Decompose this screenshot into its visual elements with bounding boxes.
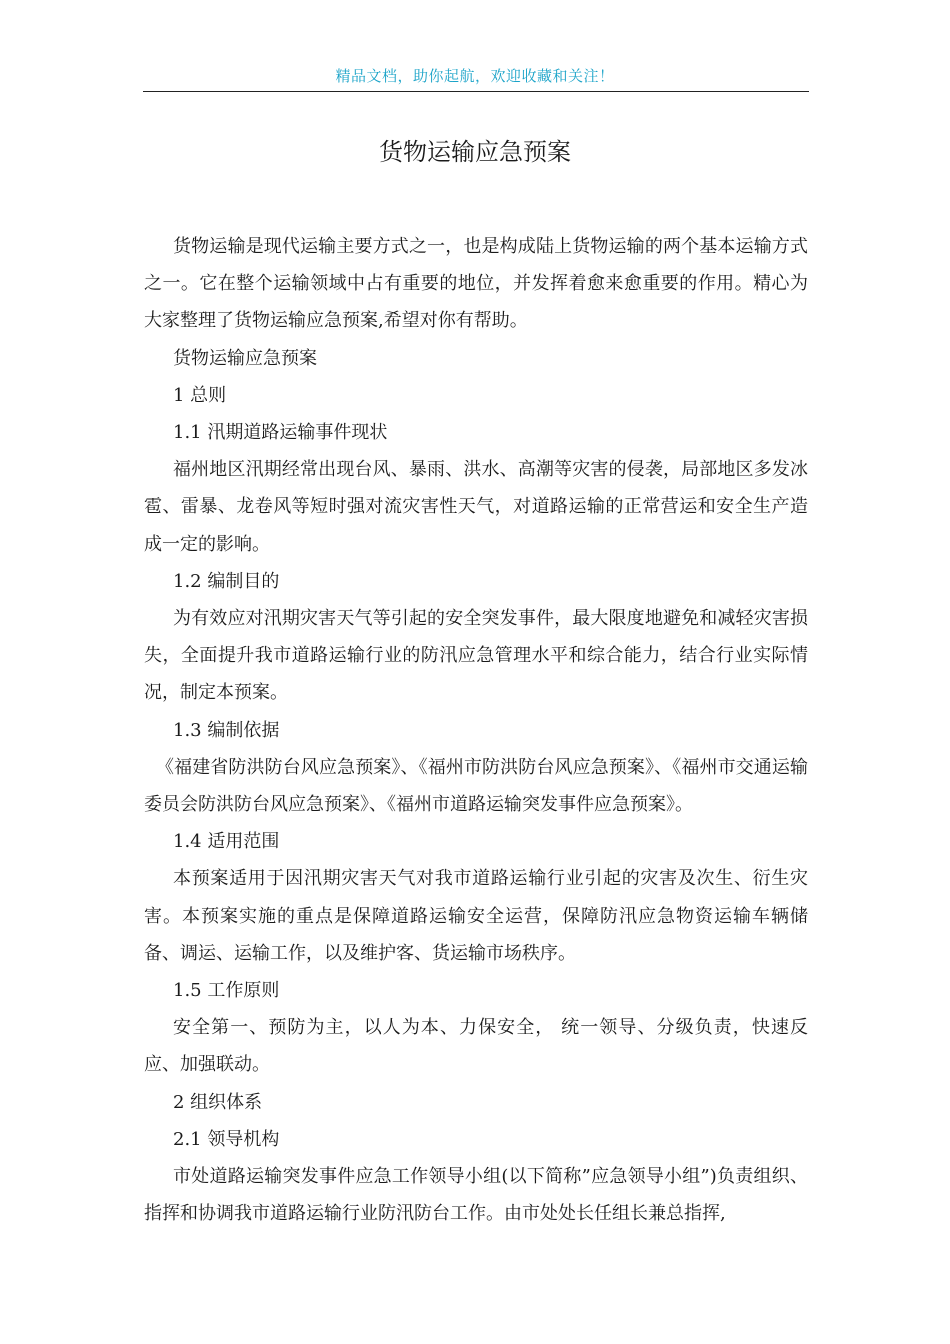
body-paragraph: 安全第一、预防为主，以人为本、力保安全， 统一领导、分级负责，快速反应、加强联动。 [144,1017,808,1076]
document-title: 货物运输应急预案 [379,138,571,166]
body-paragraph: 《福建省防洪防台风应急预案》、《福州市防洪防台风应急预案》、《福州市交通运输委员会防洪防台风应急预案》、《福州市道路运输突发事件应急预案》。 [144,756,808,816]
subsection-heading: 2.1 领导机构 [173,1128,280,1150]
subsection-heading: 1.3 编制依据 [173,719,280,741]
subsection-heading: 1.4 适用范围 [173,831,280,853]
subsection-heading: 1.2 编制目的 [173,570,280,592]
section-heading: 2 组织体系 [173,1091,263,1113]
body-paragraph: 福州地区汛期经常出现台风、暴雨、洪水、高潮等灾害的侵袭，局部地区多发冰雹、雷暴、龙卷风等短时强对流灾害性天气，对道路运输的正常营运和安全生产造成一定的影响。 [144,459,808,555]
section-heading: 1 总则 [173,384,227,406]
document-body [144,228,808,1232]
header-slogan: 精品文档，助你起航，欢迎收藏和关注！ [335,67,615,85]
subsection-heading: 1.5 工作原则 [173,980,280,1002]
body-paragraph: 为有效应对汛期灾害天气等引起的安全突发事件，最大限度地避免和减轻灾害损失，全面提升我市道路运输行业的防汛应急管理水平和综合能力，结合行业实际情况，制定本预案。 [144,608,808,704]
intro-paragraph: 货物运输是现代运输主要方式之一，也是构成陆上货物运输的两个基本运输方式之一。它在整个运输领域中占有重要的地位，并发挥着愈来愈重要的作用。精心为大家整理了货物运输应急预案,希望对你有帮助。 [144,236,808,332]
body-paragraph: 市处道路运输突发事件应急工作领导小组(以下简称”应急领导小组”)负责组织、指挥和协调我市道路运输行业防汛防台工作。由市处处长任组长兼总指挥, [144,1166,808,1225]
header-divider [143,91,809,92]
body-paragraph: 本预案适用于因汛期灾害天气对我市道路运输行业引起的灾害及次生、衍生灾害。本预案实施的重点是保障道路运输安全运营，保障防汛应急物资运输车辆储备、调运、运输工作，以及维护客、货运输市场秩序。 [144,868,808,964]
subsection-heading: 1.1 汛期道路运输事件现状 [173,422,388,444]
section-heading: 货物运输应急预案 [173,347,317,369]
